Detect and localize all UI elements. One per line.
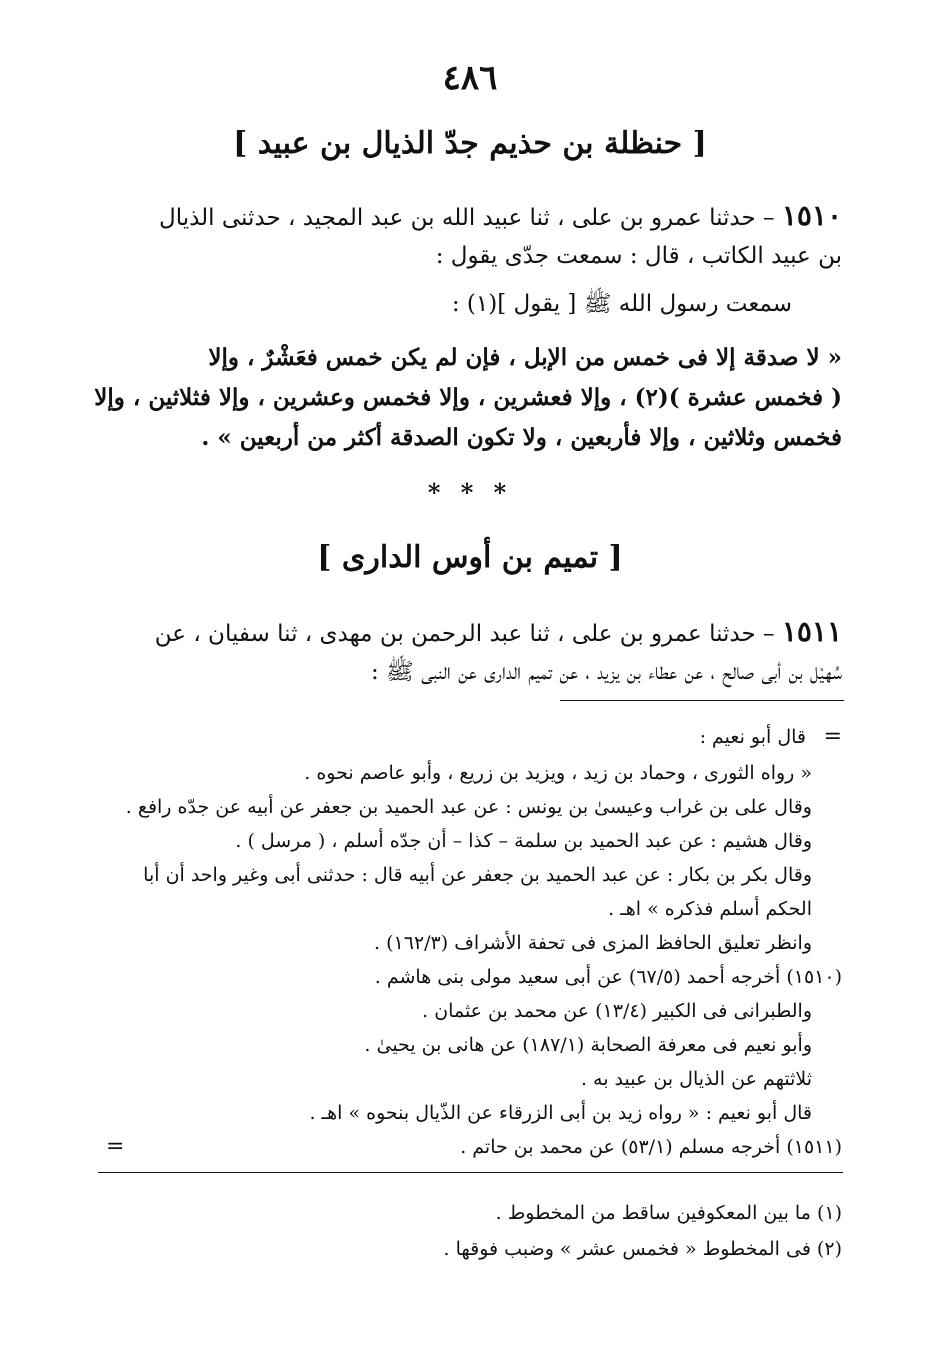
isnad-text-1511: – حدثنا عمرو بن على ، ثنا عبد الرحمن بن مهدى ، ثنا سفيان ، عن — [154, 621, 775, 647]
section-heading-tamim: [ تميم بن أوس الدارى ] — [317, 540, 623, 575]
footnote-1: (١) ما بين المعكوفين ساقط من المخطوط . — [495, 1202, 842, 1224]
hadith-1510-isnad-line-2: بن عبيد الكاتب ، قال : سمعت جدّى يقول : — [435, 243, 842, 269]
page-number: ٤٨٦ — [442, 58, 498, 98]
takhrij-line: وانظر تعليق الحافظ المزى فى تحفة الأشراف (١٦٢/٣) . — [374, 932, 812, 954]
takhrij-line: وقال على بن غراب وعيسىٰ بن يونس : عن عبد الحميد بن جعفر عن أبيه عن جدّه رافع . — [125, 796, 812, 818]
section-separator: * * * — [427, 478, 513, 507]
takhrij-line: (١٥١١) أخرجه مسلم (٥٣/١) عن محمد بن حاتم . — [460, 1136, 842, 1158]
hadith-number-1510: ١٥١٠ — [781, 199, 842, 232]
takhrij-line: (١٥١٠) أخرجه أحمد (٦٧/٥) عن أبى سعيد مولى بنى هاشم . — [374, 966, 842, 988]
continuation-mark: = — [823, 724, 842, 749]
footnote-separator-rule-top — [560, 700, 844, 701]
takhrij-line: قال أبو نعيم : « رواه زيد بن أبى الزرقاء عن الذّيال بنحوه » اهـ . — [309, 1102, 812, 1124]
hadith-1510-matn-line-2: ( فخمس عشرة )(٢) ، وإلا فعشرين ، وإلا فخمس وعشرين ، وإلا فثلاثين ، وإلا — [94, 384, 842, 411]
footnote-separator-rule-bottom — [98, 1172, 843, 1173]
hadith-1510-isnad-line-1 — [159, 196, 842, 238]
takhrij-line: ثلاثتهم عن الذيال بن عبيد به . — [580, 1068, 812, 1090]
isnad-text-1510: – حدثنا عمرو بن على ، ثنا عبيد الله بن عبد المجيد ، حدثنى الذيال — [158, 205, 775, 231]
footnote-2: (٢) فى المخطوط « فخمس عشر » وضبب فوقها . — [443, 1238, 842, 1260]
hadith-1510-matn-line-3: فخمس وثلاثين ، وإلا فأربعين ، ولا تكون الصدقة أكثر من أربعين » . — [201, 424, 842, 451]
takhrij-line: وقال هشيم : عن عبد الحميد بن سلمة – كذا – أن جدّه أسلم ، ( مرسل ) . — [235, 830, 812, 852]
takhrij-line: قال أبو نعيم : — [699, 726, 806, 748]
hadith-1510-intro-line: سمعت رسول الله ﷺ [ يقول ](١) : — [451, 291, 792, 317]
hadith-1510-matn-line-1: « لا صدقة إلا فى خمس من الإبل ، فإن لم يكن خمس فعَشْرٌ ، وإلا — [208, 344, 842, 371]
takhrij-line: « رواه الثورى ، وحماد بن زيد ، ويزيد بن زريع ، وأبو عاصم نحوه . — [304, 762, 812, 784]
takhrij-line: وقال بكر بن بكار : عن عبد الحميد بن جعفر عن أبيه قال : حدثنى أبى وغير واحد أن أبا — [143, 864, 812, 886]
hadith-1511-isnad-line-1 — [155, 612, 842, 654]
takhrij-line: الحكم أسلم فذكره » اهـ . — [608, 898, 812, 920]
trailing-mark: = — [106, 1134, 125, 1159]
hadith-number-1511: ١٥١١ — [781, 615, 842, 648]
takhrij-line: وأبو نعيم فى معرفة الصحابة (١٨٧/١) عن هانى بن يحيىٰ . — [364, 1034, 812, 1056]
takhrij-line: والطبرانى فى الكبير (١٣/٤) عن محمد بن عثمان . — [422, 1000, 812, 1022]
section-heading-hanzala: [ حنظلة بن حذيم جدّ الذيال بن عبيد ] — [233, 126, 707, 161]
hadith-1511-isnad-line-2: سُهيْل بن أبى صالح ، عن عطاء بن يزيد ، عن تميم الدارى عن النبى ﷺ : — [370, 659, 842, 685]
